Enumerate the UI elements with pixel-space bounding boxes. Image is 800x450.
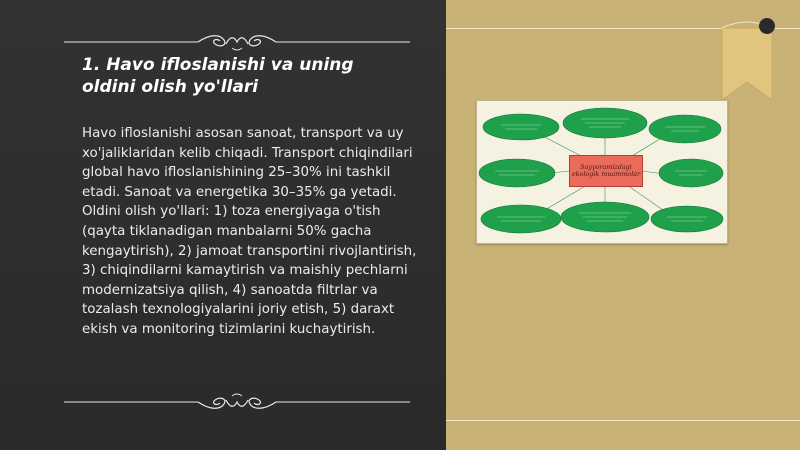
diagram-node [659, 159, 723, 187]
diagram-node [651, 206, 723, 232]
bottom-divider-line [446, 420, 800, 421]
diagram-node [479, 159, 555, 187]
diagram-node [483, 114, 559, 140]
ecology-diagram [476, 100, 728, 244]
slide-title: 1. Havo ifloslanishi va uning oldini olish yo'llari [82, 55, 354, 97]
diagram-node [649, 115, 721, 143]
slide-body-text: Havo ifloslanishi asosan sanoat, transport va uy xo'jaliklaridan kelib chiqadi. Transport chiqindilari global havo ifloslanishining 25–30% ini tashkil etadi. Sanoat va energetika 30–35% ga yetadi. Oldini olish yo'llari: 1) toza energiyaga o'tish (qayta tiklanadigan manbalarni 50% gacha kengaytirish), 2) jamoat transportini rivojlantirish, 3) chiqindilarni kamaytirish va maishiy pechlarni modernizatsiya qilish, 4) sanoatda filtrlar va tozalash texnologiyalarini joriy etish, 5) daraxt ekish va monitoring tizimlarini kuchaytirish. [82, 126, 417, 337]
diagram-center-label: Sayyoramizdagi ekologik muammolar [569, 155, 643, 187]
flourish-divider-icon [64, 32, 410, 54]
flourish-divider-icon [64, 390, 410, 412]
diagram-node [481, 205, 561, 233]
bookmark-ribbon-icon [718, 18, 776, 102]
